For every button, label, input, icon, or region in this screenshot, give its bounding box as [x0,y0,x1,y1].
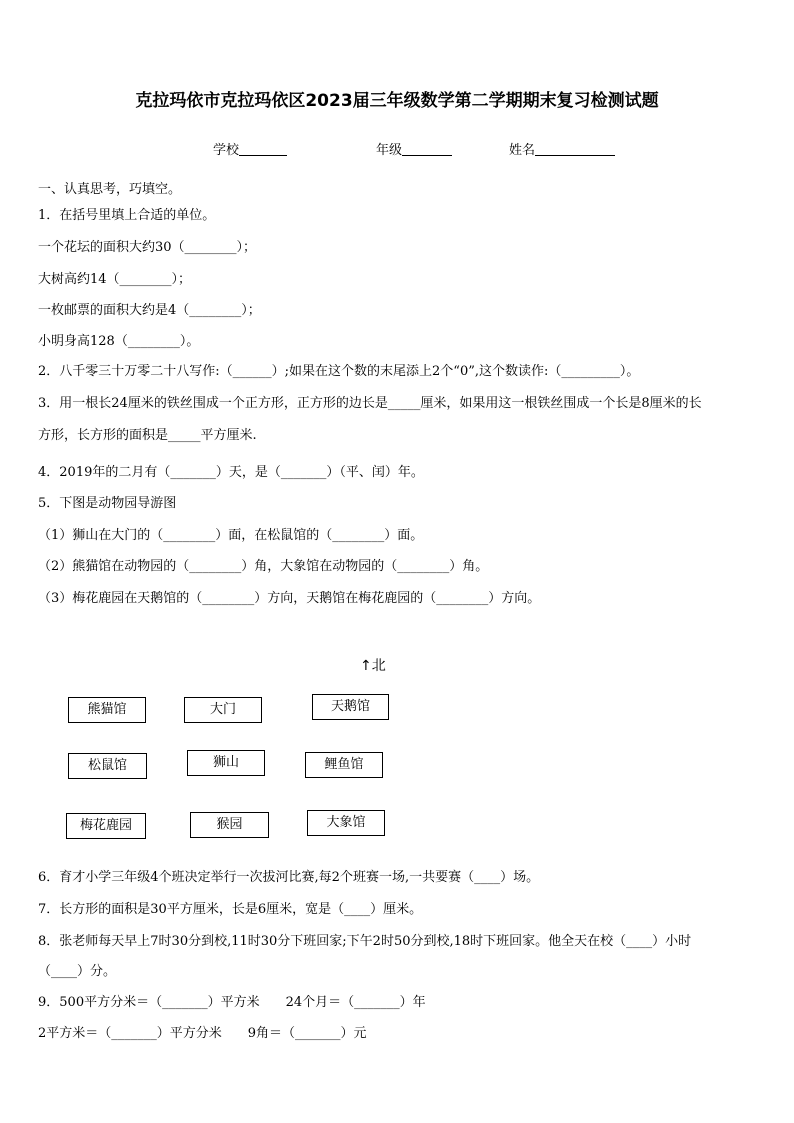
zoo-box-panda-house: 熊猫馆 [68,697,146,723]
school-field [213,139,287,158]
zoo-box-carp-house: 鲤鱼馆 [305,752,383,778]
question-7: 7．长方形的面积是30平方厘米，长是6厘米，宽是（____）厘米。 [38,902,423,917]
question-1-item-d: 小明身高128（________）。 [38,334,200,349]
zoo-box-elephant-house: 大象馆 [307,810,385,836]
school-label: 学校 [213,143,240,158]
grade-field [376,139,452,158]
question-5-item-3: （3）梅花鹿园在天鹅馆的（________）方向，天鹅馆在梅花鹿园的（________）方向。 [38,591,541,606]
name-blank [535,141,615,156]
zoo-map-diagram [0,650,794,850]
question-3-line-2: 方形，长方形的面积是_____平方厘米. [38,428,257,443]
question-4: 4．2019年的二月有（_______）天，是（_______）（平、闰）年。 [38,465,424,480]
question-9-line-1: 9．500平方分米＝（_______）平方米 24个月＝（_______）年 [38,995,426,1010]
school-blank [239,141,287,156]
question-5: 5．下图是动物园导游图 [38,496,177,511]
question-1-item-c: 一枚邮票的面积大约是4（________）； [38,303,261,318]
zoo-box-lion-hill: 狮山 [187,750,265,776]
question-3-line-1: 3．用一根长24厘米的铁丝围成一个正方形，正方形的边长是_____厘米，如果用这一根铁丝围成一个长是8厘米的长 [38,396,702,411]
question-1: 1．在括号里填上合适的单位。 [38,208,216,223]
student-info-row [0,139,794,159]
zoo-box-monkey-garden: 猴园 [190,812,269,838]
question-9-line-2: 2平方米＝（_______）平方分米 9角＝（_______）元 [38,1026,367,1041]
north-arrow-label: ↑北 [360,658,386,674]
name-field [509,139,615,158]
question-5-item-1: （1）狮山在大门的（________）面，在松鼠馆的（________）面。 [38,528,424,543]
question-6: 6．育才小学三年级4个班决定举行一次拔河比赛,每2个班赛一场,一共要赛（____）场。 [38,870,540,885]
question-8-line-2: （____）分。 [38,964,117,979]
zoo-box-deer-garden: 梅花鹿园 [66,813,146,839]
name-label: 姓名 [509,143,536,158]
page-title: 克拉玛依市克拉玛依区2023届三年级数学第二学期期末复习检测试题 [135,91,659,111]
zoo-box-swan-house: 天鹅馆 [312,694,389,720]
question-1-item-a: 一个花坛的面积大约30（________）； [38,240,257,255]
question-8-line-1: 8．张老师每天早上7时30分到校,11时30分下班回家;下午2时50分到校,18时下班回家。他全天在校（____）小时 [38,934,692,949]
question-2: 2．八千零三十万零二十八写作:（______）;如果在这个数的末尾添上2个“0”,这个数读作:（_________）。 [38,364,640,379]
zoo-box-main-gate: 大门 [184,697,262,723]
grade-blank [402,141,452,156]
question-1-item-b: 大树高约14（________）； [38,272,192,287]
zoo-box-squirrel-house: 松鼠馆 [68,753,147,779]
question-5-item-2: （2）熊猫馆在动物园的（________）角，大象馆在动物园的（________）角。 [38,559,489,574]
grade-label: 年级 [376,143,403,158]
section-heading: 一、认真思考，巧填空。 [38,182,182,197]
